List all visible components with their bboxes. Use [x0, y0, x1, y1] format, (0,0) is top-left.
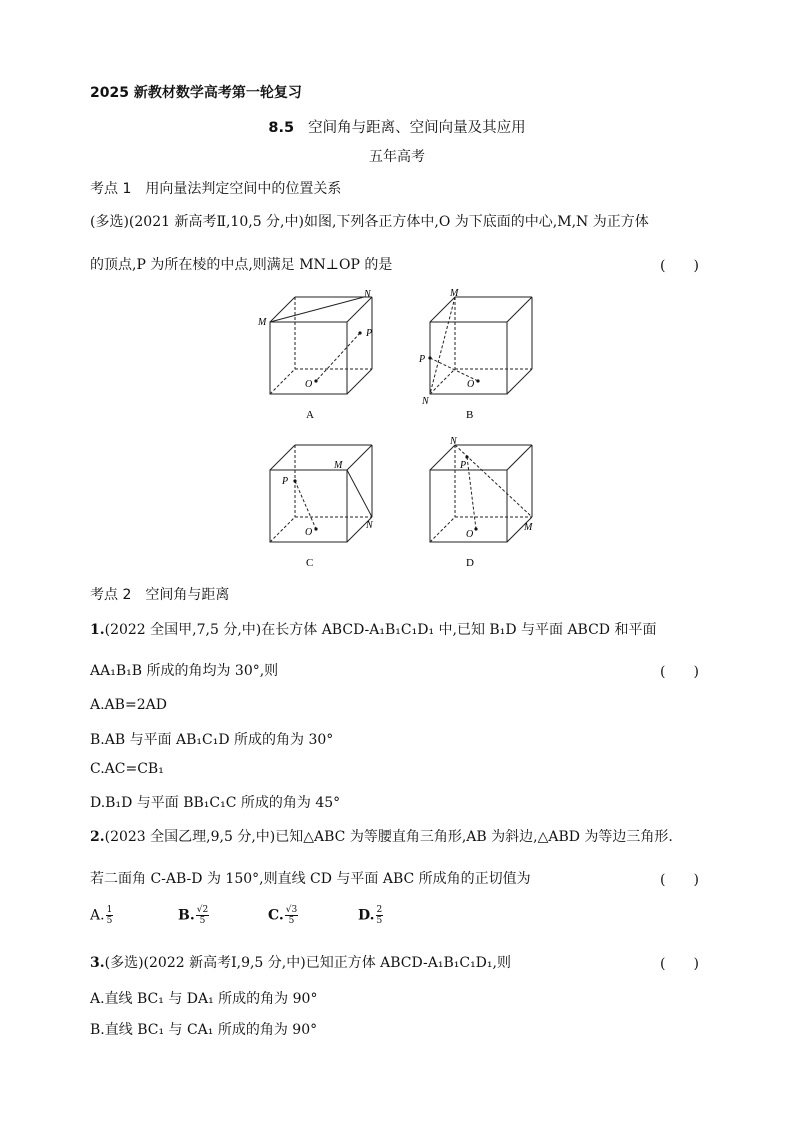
q3-answer-paren: ( ): [660, 956, 699, 972]
q3-option-a: A.直线 BC₁ 与 DA₁ 所成的角为 90°: [90, 991, 318, 1007]
q1-option-b: B.AB 与平面 AB₁C₁D 所成的角为 30°: [90, 732, 334, 748]
figure-label-a: A: [306, 409, 314, 421]
kaodian-2-heading: [90, 584, 229, 604]
sub-title: 五年高考: [369, 149, 425, 165]
point-n: N: [364, 289, 371, 300]
cube-figure-d: [410, 432, 540, 572]
q2-option-a: A. $\frac{1}{5}$: [90, 905, 113, 926]
q2-answer-paren: ( ): [660, 872, 699, 888]
q1-stem-line1: [90, 620, 656, 640]
cube-figure-b: [410, 284, 540, 424]
point-m: M: [450, 288, 459, 299]
q3-option-b: B.直线 BC₁ 与 CA₁ 所成的角为 90°: [90, 1022, 318, 1038]
q2-option-b: B. $\frac{√2}{5}$: [178, 905, 209, 926]
q2-stem-text: (2023 全国乙理,9,5 分,中)已知△ABC 为等腰直角三角形,AB 为斜边,△ABD 为等边三角形.: [104, 829, 673, 845]
point-p: P: [282, 476, 289, 487]
q0-stem-line2: 的顶点,P 为所在棱的中点,则满足 MN⊥OP 的是: [90, 257, 393, 273]
figure-label-d: D: [466, 557, 474, 569]
point-n: N: [366, 520, 373, 531]
point-p: P: [366, 328, 373, 339]
point-m: M: [334, 460, 343, 471]
section-title: [0, 116, 794, 137]
section-name: 空间角与距离、空间向量及其应用: [308, 120, 526, 136]
q1-stem-line2: AA₁B₁B 所成的角均为 30°,则: [90, 663, 279, 679]
figure-label-c: C: [306, 557, 314, 569]
q3-stem-line1: [90, 953, 511, 973]
kaodian-2-name: 空间角与距离: [145, 587, 230, 603]
point-m: M: [524, 522, 533, 533]
point-o: O: [466, 529, 474, 540]
q1-answer-paren: ( ): [660, 664, 699, 680]
point-o: O: [467, 379, 475, 390]
q2-option-d: D. $\frac{2}{5}$: [358, 905, 383, 926]
doc-title: 2025 新教材数学高考第一轮复习: [90, 85, 302, 101]
q2-stem-line2: 若二面角 C-AB-D 为 150°,则直线 CD 与平面 ABC 所成角的正切值为: [90, 871, 531, 887]
q3-stem-text: (多选)(2022 新高考Ⅰ,9,5 分,中)已知正方体 ABCD-A₁B₁C₁D₁,则: [104, 955, 511, 971]
q1-stem-text: (2022 全国甲,7,5 分,中)在长方体 ABCD-A₁B₁C₁D₁ 中,已知 B₁D 与平面 ABCD 和平面: [104, 622, 657, 638]
q0-answer-paren: ( ): [660, 258, 699, 274]
kaodian-1-name: 用向量法判定空间中的位置关系: [145, 181, 342, 197]
q1-option-a: A.AB=2AD: [90, 697, 167, 713]
cube-figure-a: [250, 284, 380, 424]
cube-figure-c: [250, 432, 380, 572]
kaodian-2-label: 考点 2: [90, 587, 132, 603]
point-n: N: [422, 396, 429, 407]
point-o: O: [305, 379, 313, 390]
q2-option-c: C. $\frac{√3}{5}$: [268, 905, 298, 926]
q2-stem-line1: [90, 827, 673, 847]
section-number: 8.5: [268, 120, 295, 136]
figure-label-b: B: [466, 409, 474, 421]
q3-number: 3.: [90, 955, 105, 971]
kaodian-1-heading: [90, 178, 341, 198]
point-p: P: [419, 354, 426, 365]
kaodian-1-label: 考点 1: [90, 181, 132, 197]
q2-number: 2.: [90, 829, 105, 845]
point-n: N: [450, 436, 457, 447]
point-m: M: [258, 317, 267, 328]
q1-option-d: D.B₁D 与平面 BB₁C₁C 所成的角为 45°: [90, 795, 341, 811]
point-p: P: [460, 460, 467, 471]
q1-number: 1.: [90, 622, 105, 638]
q1-option-c: C.AC=CB₁: [90, 761, 164, 777]
q0-stem-line1: (多选)(2021 新高考Ⅱ,10,5 分,中)如图,下列各正方体中,O 为下底面的中心,M,N 为正方体: [90, 214, 649, 230]
point-o: O: [305, 527, 313, 538]
